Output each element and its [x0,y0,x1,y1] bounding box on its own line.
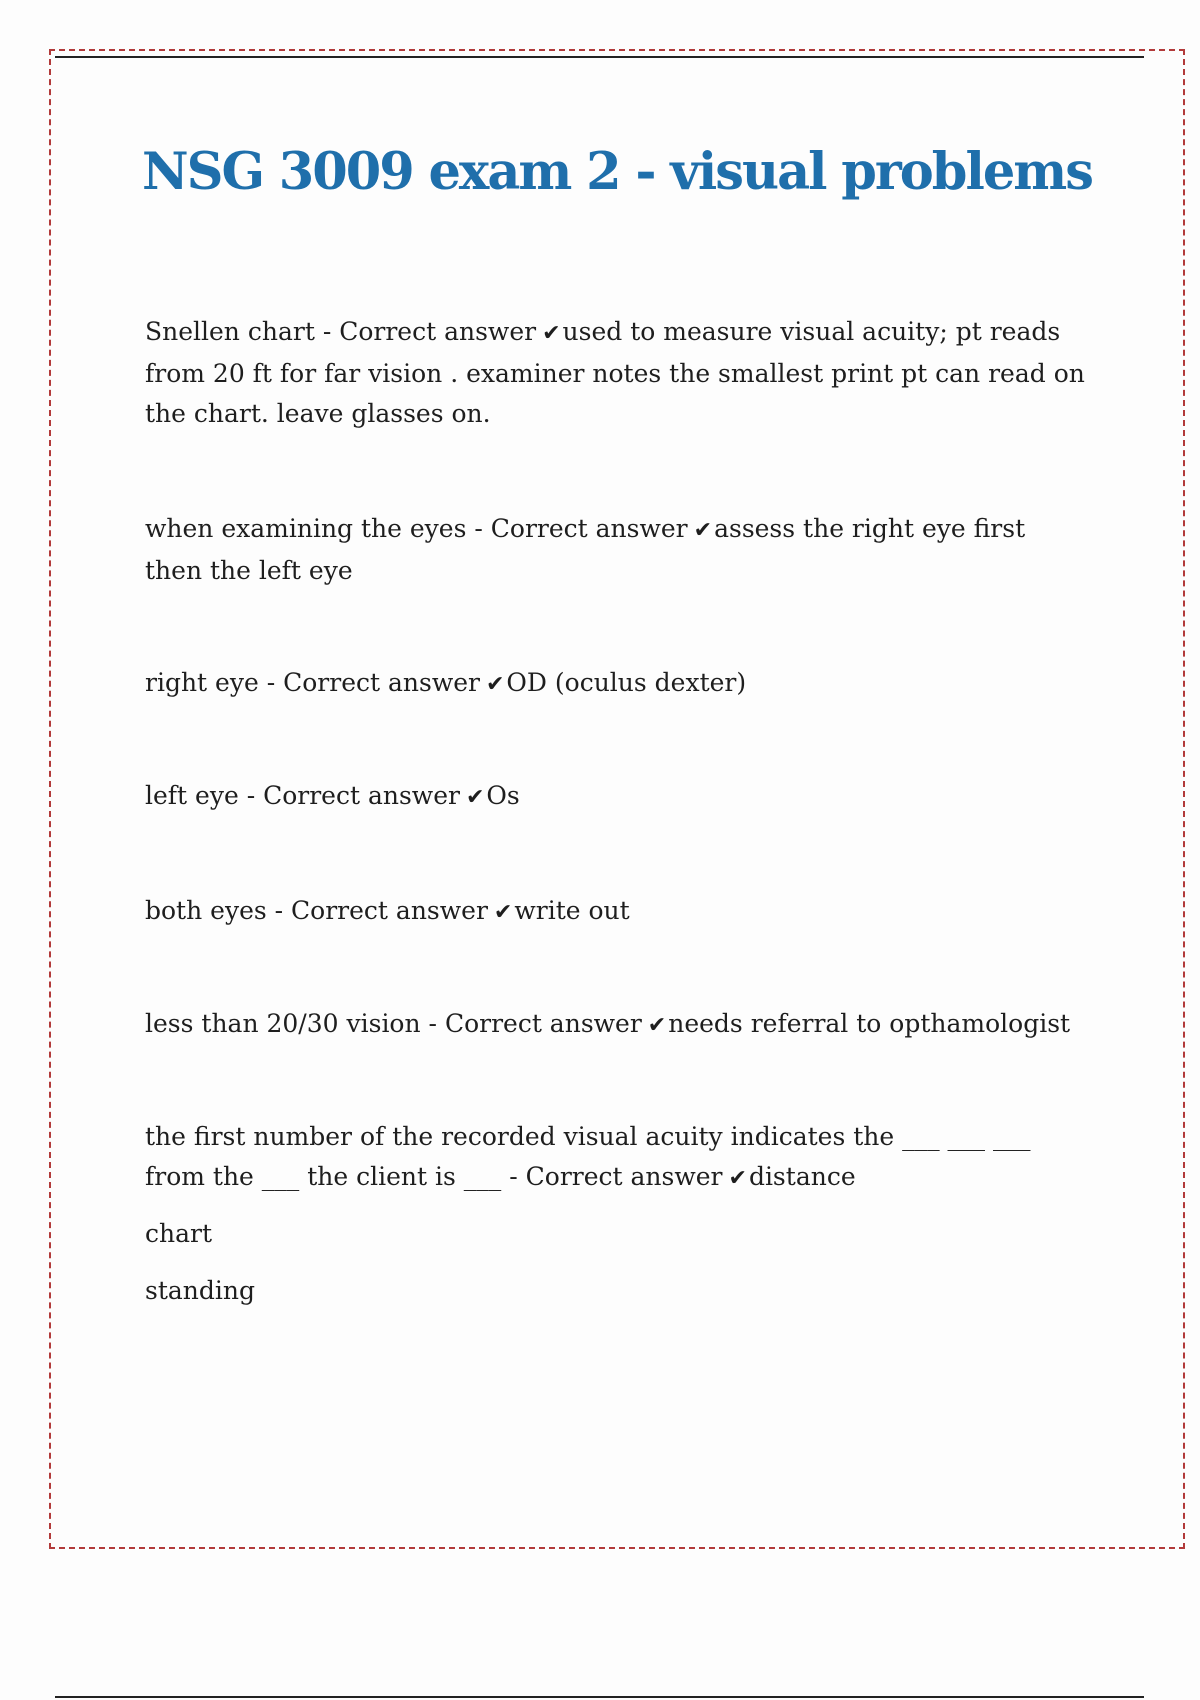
check-mark-icon: ✔ [728,1166,747,1191]
answer-text: used to measure visual acuity; pt reads from 20 ft for far vision . examiner notes the smallest print pt can read on the chart. leave glasses on. [145,317,1085,428]
answer-text: write out [514,896,630,925]
page-title: NSG 3009 exam 2 - visual problems [142,142,1092,202]
qa-item: less than 20/30 vision - Correct answer ✔needs referral to opthamologist [145,1004,1085,1046]
answer-label: Correct answer [339,317,537,346]
check-mark-icon: ✔ [465,785,485,810]
qa-item: when examining the eyes - Correct answer ✔assess the right eye first then the left eye [145,509,1085,591]
answer-label: Correct answer [263,781,460,810]
answer-label: Correct answer [444,1009,642,1038]
answer-continuation: chart [145,1219,213,1248]
question-text: less than 20/30 vision [145,1009,421,1038]
qa-item: both eyes - Correct answer ✔write out [145,891,1085,933]
footer-rule [55,1696,1144,1698]
answer-continuation: standing [145,1276,255,1305]
answer-text: Os [486,781,520,810]
check-mark-icon: ✔ [693,518,713,543]
check-mark-icon: ✔ [493,900,513,925]
answer-text: OD (oculus dexter) [506,668,747,697]
answer-text: assess the right eye first then the left eye [145,514,1026,585]
question-text: right eye [145,668,259,697]
question-text: left eye [145,781,239,810]
answer-text: distance [748,1162,856,1191]
qa-item: the first number of the recorded visual acuity indicates the ___ ___ ___ from the ___ the client is ___ - Correct answer ✔distance [145,1117,1085,1199]
check-mark-icon: ✔ [647,1013,667,1038]
question-text: when examining the eyes [145,514,467,543]
answer-label: Correct answer [283,668,480,697]
check-mark-icon: ✔ [485,672,505,697]
question-text: Snellen chart [145,317,315,346]
question-text: both eyes [145,896,267,925]
answer-label: Correct answer [291,896,488,925]
answer-label: Correct answer [525,1162,723,1191]
answer-label: Correct answer [490,514,688,543]
qa-item: Snellen chart - Correct answer ✔used to measure visual acuity; pt reads from 20 ft for far vision . examiner notes the smallest print pt can read on the chart. leave glasses on. [145,312,1085,434]
check-mark-icon: ✔ [542,321,561,346]
qa-item: left eye - Correct answer ✔Os [145,776,1085,818]
answer-text: needs referral to opthamologist [668,1009,1071,1038]
question-text: the first number of the recorded visual acuity indicates the ___ ___ ___ from the ___ the client is ___ [145,1122,1031,1191]
qa-item: right eye - Correct answer ✔OD (oculus dexter) [145,663,1085,705]
